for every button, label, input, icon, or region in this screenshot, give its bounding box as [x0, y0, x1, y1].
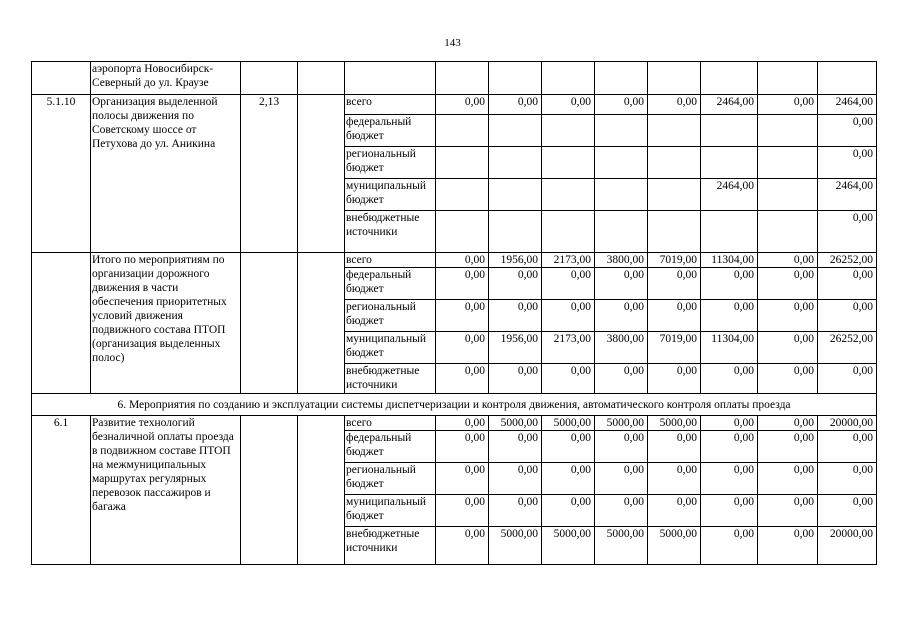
section-header: 6. Мероприятия по созданию и эксплуатации системы диспетчеризации и контроля движения, автоматического контроля оплаты проезда [32, 394, 877, 416]
value-cell: 0,00 [436, 332, 489, 364]
value-cell: 2464,00 [701, 179, 758, 211]
value-cell [436, 211, 489, 253]
value-cell: 0,00 [648, 95, 701, 115]
item-name-cell: Организация выделенной полосы движения по Советскому шоссе от Петухова до ул. Аникина [91, 95, 241, 253]
value-cell: 0,00 [542, 268, 595, 300]
funding-source-cell: региональный бюджет [345, 300, 436, 332]
value-cell: 0,00 [701, 416, 758, 431]
value-cell: 0,00 [818, 495, 877, 527]
value-cell: 0,00 [648, 364, 701, 394]
value-cell [701, 62, 758, 95]
value-cell: 0,00 [758, 431, 818, 463]
value-cell: 0,00 [542, 364, 595, 394]
value-cell: 0,00 [436, 300, 489, 332]
funding-source-cell: всего [345, 253, 436, 268]
value-cell: 2464,00 [701, 95, 758, 115]
value-cell: 0,00 [818, 268, 877, 300]
value-cell [489, 147, 542, 179]
value-cell: 0,00 [489, 300, 542, 332]
value-cell [758, 179, 818, 211]
value-cell: 0,00 [542, 300, 595, 332]
value-cell: 0,00 [648, 431, 701, 463]
value-cell: 0,00 [758, 416, 818, 431]
value-cell: 26252,00 [818, 253, 877, 268]
value-cell: 5000,00 [648, 416, 701, 431]
value-cell: 2464,00 [818, 95, 877, 115]
value-cell: 2464,00 [818, 179, 877, 211]
value-cell: 7019,00 [648, 253, 701, 268]
value-cell: 1956,00 [489, 332, 542, 364]
value-cell [489, 62, 542, 95]
value-cell [436, 147, 489, 179]
funding-source-cell: внебюджетные источники [345, 527, 436, 565]
value-cell: 2173,00 [542, 253, 595, 268]
funding-source-cell [345, 62, 436, 95]
value-cell: 0,00 [595, 268, 648, 300]
budget-table [31, 61, 877, 565]
value-cell: 0,00 [818, 115, 877, 147]
value-cell [595, 62, 648, 95]
value-cell: 0,00 [595, 95, 648, 115]
value-cell: 5000,00 [595, 416, 648, 431]
funding-source-cell: всего [345, 416, 436, 431]
value-cell: 0,00 [436, 527, 489, 565]
item-number-cell [32, 253, 91, 394]
value-cell: 5000,00 [489, 416, 542, 431]
value-cell [758, 62, 818, 95]
item-number-cell: 5.1.10 [32, 95, 91, 253]
value-cell [648, 211, 701, 253]
value-cell: 0,00 [701, 463, 758, 495]
value-cell: 0,00 [489, 431, 542, 463]
length-cell [241, 253, 298, 394]
value-cell: 0,00 [758, 268, 818, 300]
table-row [32, 95, 877, 115]
value-cell: 0,00 [818, 211, 877, 253]
value-cell [648, 62, 701, 95]
value-cell: 0,00 [595, 364, 648, 394]
value-cell [648, 179, 701, 211]
value-cell: 5000,00 [542, 416, 595, 431]
item-name-cell: аэропорта Новосибирск-Северный до ул. Краузе [91, 62, 241, 95]
value-cell: 0,00 [489, 364, 542, 394]
value-cell: 3800,00 [595, 253, 648, 268]
value-cell: 11304,00 [701, 332, 758, 364]
value-cell [595, 179, 648, 211]
value-cell: 0,00 [595, 463, 648, 495]
value-cell: 0,00 [758, 364, 818, 394]
value-cell [758, 147, 818, 179]
value-cell: 0,00 [489, 495, 542, 527]
value-cell [595, 147, 648, 179]
value-cell: 0,00 [489, 95, 542, 115]
value-cell [701, 115, 758, 147]
value-cell: 5000,00 [542, 527, 595, 565]
value-cell: 0,00 [436, 463, 489, 495]
value-cell [436, 115, 489, 147]
value-cell: 0,00 [758, 332, 818, 364]
value-cell: 7019,00 [648, 332, 701, 364]
empty-cell [298, 253, 345, 394]
value-cell: 0,00 [542, 95, 595, 115]
value-cell: 0,00 [758, 253, 818, 268]
value-cell: 0,00 [701, 527, 758, 565]
value-cell [542, 62, 595, 95]
value-cell: 3800,00 [595, 332, 648, 364]
item-number-cell [32, 62, 91, 95]
value-cell: 0,00 [818, 431, 877, 463]
value-cell: 0,00 [701, 364, 758, 394]
value-cell: 0,00 [436, 364, 489, 394]
value-cell: 0,00 [701, 268, 758, 300]
value-cell [542, 147, 595, 179]
value-cell: 0,00 [648, 495, 701, 527]
value-cell [701, 211, 758, 253]
item-name-cell: Итого по мероприятиям по организации дорожного движения в части обеспечения приоритетных условий движения подвижного состава ПТОП (организация выделенных полос) [91, 253, 241, 394]
value-cell: 0,00 [489, 463, 542, 495]
value-cell: 0,00 [542, 463, 595, 495]
value-cell: 0,00 [648, 463, 701, 495]
value-cell: 0,00 [758, 300, 818, 332]
value-cell [758, 115, 818, 147]
funding-source-cell: внебюджетные источники [345, 211, 436, 253]
value-cell [542, 115, 595, 147]
value-cell [542, 179, 595, 211]
item-number-cell: 6.1 [32, 416, 91, 565]
value-cell [595, 211, 648, 253]
value-cell: 20000,00 [818, 416, 877, 431]
empty-cell [298, 62, 345, 95]
value-cell: 0,00 [701, 431, 758, 463]
value-cell: 0,00 [595, 431, 648, 463]
value-cell: 1956,00 [489, 253, 542, 268]
value-cell [648, 115, 701, 147]
funding-source-cell: муниципальный бюджет [345, 495, 436, 527]
value-cell: 0,00 [818, 463, 877, 495]
value-cell: 5000,00 [648, 527, 701, 565]
value-cell [758, 211, 818, 253]
value-cell: 0,00 [701, 300, 758, 332]
value-cell [542, 211, 595, 253]
value-cell: 0,00 [758, 527, 818, 565]
value-cell: 0,00 [758, 95, 818, 115]
value-cell: 0,00 [701, 495, 758, 527]
value-cell: 0,00 [436, 268, 489, 300]
funding-source-cell: федеральный бюджет [345, 268, 436, 300]
value-cell: 0,00 [436, 495, 489, 527]
value-cell: 0,00 [436, 431, 489, 463]
page-number: 143 [444, 37, 461, 49]
length-cell [241, 416, 298, 565]
funding-source-cell: муниципальный бюджет [345, 179, 436, 211]
value-cell: 11304,00 [701, 253, 758, 268]
funding-source-cell: региональный бюджет [345, 463, 436, 495]
value-cell: 0,00 [489, 268, 542, 300]
funding-source-cell: федеральный бюджет [345, 431, 436, 463]
value-cell: 0,00 [436, 416, 489, 431]
funding-source-cell: внебюджетные источники [345, 364, 436, 394]
value-cell [489, 211, 542, 253]
value-cell [436, 62, 489, 95]
value-cell: 5000,00 [489, 527, 542, 565]
value-cell: 0,00 [542, 431, 595, 463]
value-cell: 0,00 [648, 268, 701, 300]
value-cell: 0,00 [758, 495, 818, 527]
value-cell: 0,00 [818, 147, 877, 179]
funding-source-cell: всего [345, 95, 436, 115]
funding-source-cell: региональный бюджет [345, 147, 436, 179]
value-cell: 26252,00 [818, 332, 877, 364]
value-cell [648, 147, 701, 179]
value-cell: 0,00 [648, 300, 701, 332]
table-row [32, 62, 877, 95]
item-name-cell: Развитие технологий безналичной оплаты проезда в подвижном составе ПТОП на межмуниципальных маршрутах регулярных перевозок пассажиров и багажа [91, 416, 241, 565]
value-cell: 0,00 [595, 495, 648, 527]
value-cell: 0,00 [818, 300, 877, 332]
value-cell: 0,00 [436, 253, 489, 268]
value-cell [436, 179, 489, 211]
value-cell: 5000,00 [595, 527, 648, 565]
value-cell: 0,00 [818, 364, 877, 394]
funding-source-cell: муниципальный бюджет [345, 332, 436, 364]
value-cell: 0,00 [595, 300, 648, 332]
value-cell [489, 115, 542, 147]
value-cell: 0,00 [758, 463, 818, 495]
value-cell [701, 147, 758, 179]
value-cell [818, 62, 877, 95]
value-cell [595, 115, 648, 147]
funding-source-cell: федеральный бюджет [345, 115, 436, 147]
section-header-row [32, 394, 877, 416]
value-cell [489, 179, 542, 211]
length-cell [241, 62, 298, 95]
value-cell: 2173,00 [542, 332, 595, 364]
value-cell: 0,00 [436, 95, 489, 115]
empty-cell [298, 416, 345, 565]
empty-cell [298, 95, 345, 253]
value-cell: 0,00 [542, 495, 595, 527]
table-row [32, 253, 877, 268]
length-cell: 2,13 [241, 95, 298, 253]
table-row [32, 416, 877, 431]
value-cell: 20000,00 [818, 527, 877, 565]
